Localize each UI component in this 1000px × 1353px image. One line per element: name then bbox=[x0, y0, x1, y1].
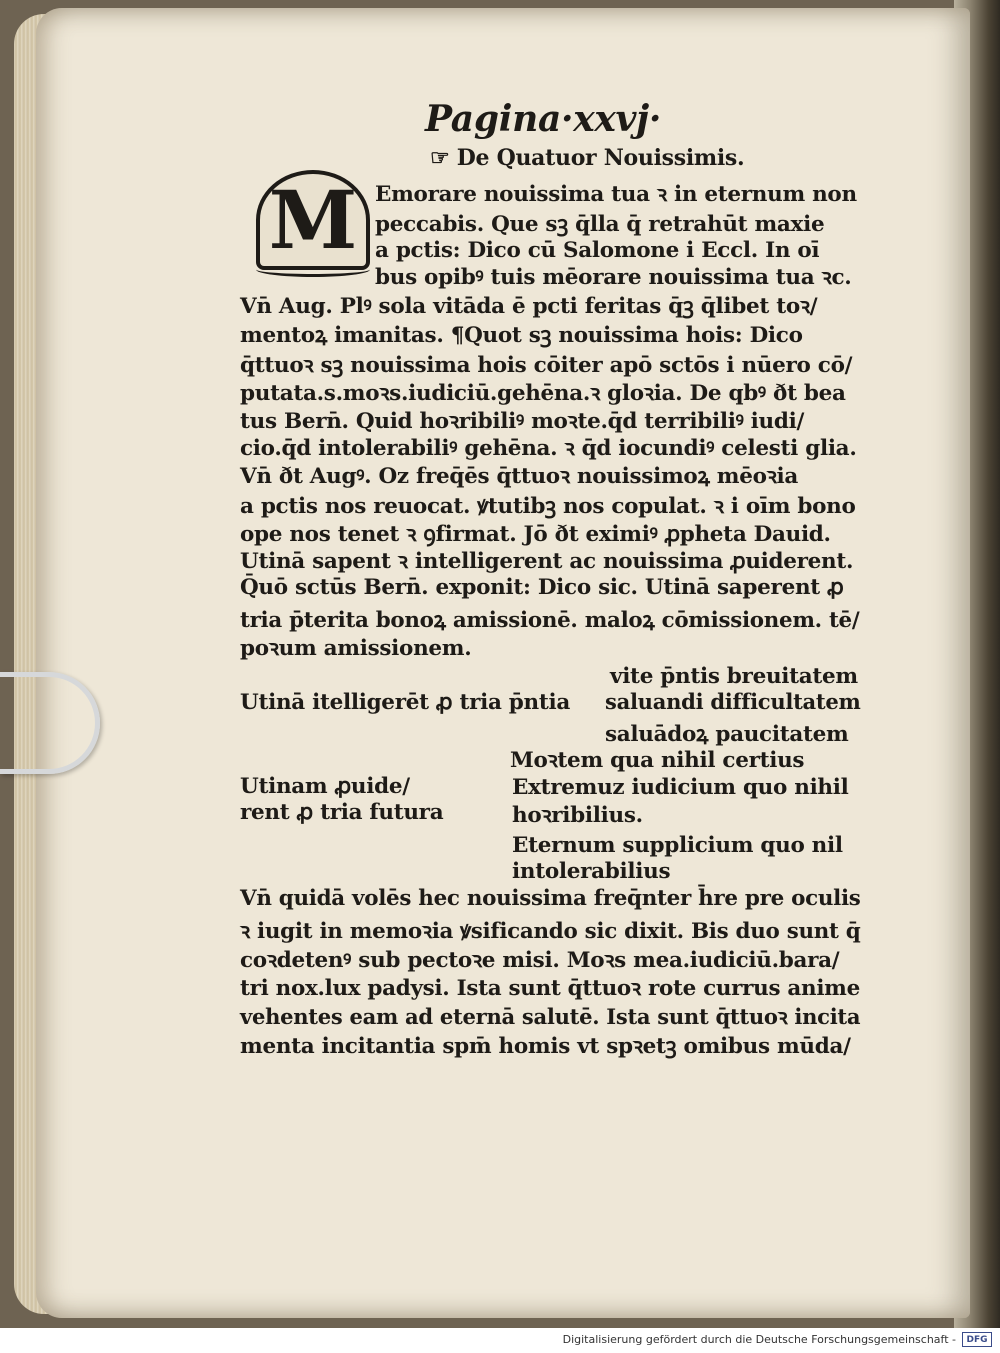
scheme-two-item: intolerabilius bbox=[512, 859, 671, 884]
text-line: peccabis. Que sꝫ q̄lla q̄ retrahūt maxie bbox=[375, 212, 825, 237]
scheme-two-item: Eternum supplicium quo nil bbox=[512, 833, 843, 858]
chapter-title: ☞ De Quatuor Nouissimis. bbox=[430, 145, 745, 171]
text-line: Vn̄ Aug. Plꝰ sola vitāda ē pcti feritas q̄ꝫ q̄libet toꝛ/ bbox=[240, 294, 818, 319]
text-line: cio.q̄d intolerabiliꝰ gehēna. ꝛ q̄d iocundiꝰ celesti glia. bbox=[240, 436, 857, 461]
text-line: a pctis nos reuocat. ꝟtutibꝫ nos copulat. ꝛ i oīm bono bbox=[240, 494, 856, 519]
text-line: putata.s.moꝛs.iudiciū.gehēna.ꝛ gloꝛia. De qbꝰ ðt bea bbox=[240, 381, 846, 406]
paper-clip bbox=[0, 672, 100, 774]
scheme-two-item: Extremuz iudicium quo nihil bbox=[512, 775, 849, 800]
text-line: Emorare nouissima tua ꝛ in eternum non bbox=[375, 182, 857, 207]
scheme-one-item: saluandi difficultatem bbox=[605, 690, 861, 715]
text-line: ope nos tenet ꝛ ꝯfirmat. Jō ðt eximiꝰ ꝓpheta Dauid. bbox=[240, 522, 831, 547]
scheme-two-item: Moꝛtem qua nihil certius bbox=[510, 748, 805, 773]
dfg-logo: DFG bbox=[962, 1332, 992, 1347]
text-line: menta incitantia spm̄ homis vt spꝛetꝫ omibus mūda/ bbox=[240, 1034, 851, 1059]
scheme-one-lead: Utinā itelligerēt ꝓ tria p̄ntia bbox=[240, 690, 570, 715]
text-line: vehentes eam ad eternā salutē. Ista sunt q̄ttuoꝛ incita bbox=[240, 1005, 861, 1030]
text-line: bus opibꝰ tuis mēorare nouissima tua ꝛc. bbox=[375, 265, 852, 290]
scheme-one-item: saluādoꝝ paucitatem bbox=[605, 722, 849, 747]
text-line: Vn̄ quidā volēs hec nouissima freq̄nter h̄re pre oculis bbox=[240, 886, 861, 911]
text-line: q̄ttuoꝛ sꝫ nouissima hois cōiter apō sctōs i nūero cō/ bbox=[240, 353, 853, 378]
decorated-initial: M bbox=[256, 170, 370, 270]
text-line: coꝛdetenꝰ sub pectoꝛe misi. Moꝛs mea.iudiciū.bara/ bbox=[240, 948, 840, 973]
funding-credit: Digitalisierung gefördert durch die Deutsche Forschungsgemeinschaft - bbox=[562, 1333, 956, 1346]
credit-bar bbox=[0, 1328, 1000, 1353]
initial-flourish bbox=[256, 262, 370, 277]
scheme-one-item: vite p̄ntis breuitatem bbox=[610, 664, 858, 689]
text-line: Q̄uō sctūs Bern̄. exponit: Dico sic. Utinā saperent ꝓ bbox=[240, 575, 844, 600]
scheme-two-item: hoꝛribilius. bbox=[512, 803, 643, 828]
text-line: tri nox.lux padysi. Ista sunt q̄ttuoꝛ rote currus anime bbox=[240, 976, 860, 1001]
text-line: a pctis: Dico cū Salomone i Eccl. In oī bbox=[375, 238, 820, 263]
page-heading: Pagina·xxvj· bbox=[425, 98, 662, 140]
text-line: poꝛum amissionem. bbox=[240, 636, 472, 661]
text-line: Utinā sapent ꝛ intelligerent ac nouissima ꝓuiderent. bbox=[240, 549, 854, 574]
text-line: tus Bern̄. Quid hoꝛribiliꝰ moꝛte.q̄d terribiliꝰ iudi/ bbox=[240, 409, 805, 434]
text-line: tria p̄terita bonoꝝ amissionē. maloꝝ cōmissionem. tē/ bbox=[240, 608, 860, 633]
text-line: mentoꝝ imanitas. ¶Quot sꝫ nouissima hois: Dico bbox=[240, 323, 803, 348]
scheme-two-lead: Utinam ꝓuide/ bbox=[240, 774, 410, 799]
text-line: Vn̄ ðt Augꝰ. Oz freq̄ēs q̄ttuoꝛ nouissimoꝝ mēoꝛia bbox=[240, 464, 799, 489]
scheme-two-lead: rent ꝓ tria futura bbox=[240, 800, 444, 825]
text-line: ꝛ iugit in memoꝛia ꝟsificando sic dixit. Bis duo sunt q̄ bbox=[240, 919, 861, 944]
